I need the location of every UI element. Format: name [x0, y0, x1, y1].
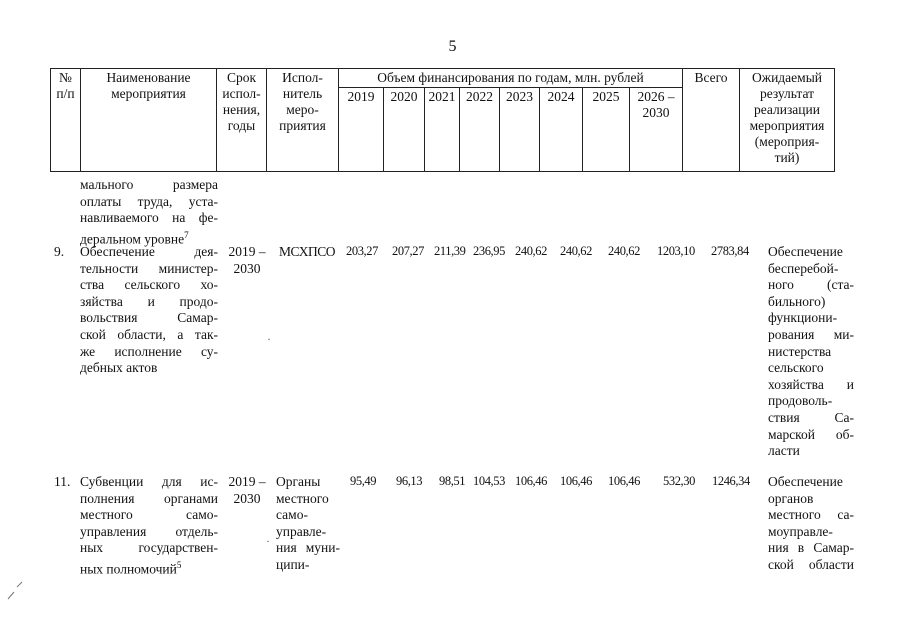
result-line: продоволь-: [768, 393, 833, 409]
header-num: № п/п: [51, 69, 81, 172]
scan-mark: [0, 575, 30, 605]
continuation-name: [80, 177, 218, 248]
name-line: мального размера: [80, 177, 218, 192]
value-2020: 207,27: [392, 244, 424, 258]
header-year: 2025: [583, 88, 630, 172]
result-line: бильного): [768, 293, 826, 309]
result-line: хозяйства и: [768, 376, 854, 392]
value-2021: 211,39: [434, 244, 466, 258]
executor-line: ципи-: [276, 556, 310, 572]
result-line: моуправле-: [768, 523, 833, 539]
header-executor: Испол- нитель меро- приятия: [267, 69, 339, 172]
row-executor: МСХПСО: [279, 244, 335, 259]
header-name: Наименование мероприятия: [81, 69, 217, 172]
executor-line: Органы: [276, 474, 321, 489]
result-line: нистерства: [768, 343, 832, 359]
executor-line: управле-: [276, 523, 327, 539]
name-line: ных государствен-: [80, 540, 218, 556]
header-total: Всего: [683, 69, 740, 172]
name-line: Обеспечение дея-: [80, 244, 218, 259]
row-name: [80, 244, 218, 377]
scan-speck: ·: [267, 332, 271, 346]
value-2019: 95,49: [350, 474, 377, 488]
result-line: ния в Самар-: [768, 540, 854, 556]
row-term: [224, 244, 270, 277]
name-line: местного само-: [80, 507, 218, 523]
term-line: 2030: [233, 260, 261, 276]
result-line: ской области: [768, 556, 854, 572]
name-line: Субвенции для ис-: [80, 474, 218, 489]
value-2025: 106,46: [608, 474, 640, 488]
header-year: 2023: [500, 88, 540, 172]
result-line: местного са-: [768, 507, 854, 523]
value-2023: 240,62: [515, 244, 547, 258]
value-2020: 96,13: [396, 474, 423, 488]
name-line: же исполнение су-: [80, 343, 218, 359]
result-line: Обеспечение: [768, 474, 843, 489]
row-number: 9.: [54, 244, 65, 259]
header-term: Срок испол- нения, годы: [217, 69, 267, 172]
value-2022: 236,95: [473, 244, 505, 258]
term-line: 2030: [233, 490, 261, 506]
header-year: 2024: [540, 88, 583, 172]
header-year: 2019: [339, 88, 384, 172]
footnote-mark: 7: [184, 229, 189, 240]
name-line: оплаты труда, уста-: [80, 193, 218, 209]
table-header: [50, 68, 835, 172]
value-2025: 240,62: [608, 244, 640, 258]
page-number: 5: [448, 38, 457, 55]
result-line: ствия Са-: [768, 409, 854, 425]
footnote-mark: 5: [176, 559, 182, 570]
value-2024: 106,46: [560, 474, 592, 488]
value-2023: 106,46: [515, 474, 547, 488]
term-line: 2019 –: [228, 474, 266, 489]
value-2024: 240,62: [560, 244, 592, 258]
result-line: органов: [768, 490, 814, 506]
scan-speck: ·: [266, 534, 270, 548]
header-financing: Объем финансирования по годам, млн. рублей: [339, 69, 683, 88]
value-total: 2783,84: [711, 244, 749, 258]
name-line: ства сельского хо-: [80, 277, 218, 293]
term-line: 2019 –: [228, 244, 266, 259]
value-2026-2030: 1203,10: [657, 244, 695, 258]
result-line: функциони-: [768, 310, 838, 326]
result-line: сельского: [768, 360, 824, 376]
name-line: деральном уровне$^7$: [80, 229, 189, 247]
header-result: Ожидаемый результат реализации мероприятия (мероприя- тий): [740, 69, 835, 172]
row-term: [224, 474, 270, 507]
name-line: управления отдель-: [80, 523, 218, 539]
name-line: полнения органами: [80, 490, 218, 506]
executor-line: ния муни-: [276, 540, 340, 556]
executor-line: самo-: [276, 507, 308, 523]
result-line: ласти: [768, 443, 800, 459]
value-total: 1246,34: [712, 474, 750, 488]
row-result: [768, 474, 854, 574]
name-line: зяйства и продо-: [80, 293, 218, 309]
value-2022: 104,53: [473, 474, 505, 488]
row-name: [80, 474, 218, 578]
name-line: тельности министер-: [80, 260, 218, 276]
result-line: Обеспечение: [768, 244, 843, 259]
header-year: 2026 – 2030: [630, 88, 683, 172]
name-line: навливаемого на фе-: [80, 210, 218, 226]
result-line: рования ми-: [768, 326, 854, 342]
result-line: ного (ста-: [768, 277, 854, 293]
executor-line: местного: [276, 490, 329, 506]
name-line: ных полномочий$^5$: [80, 559, 182, 577]
row-result: [768, 244, 854, 460]
result-line: марской об-: [768, 426, 854, 442]
row-executor: [276, 474, 340, 574]
header-year: 2022: [460, 88, 500, 172]
name-line: ской области, а так-: [80, 326, 218, 342]
value-2019: 203,27: [346, 244, 378, 258]
header-year: 2020: [384, 88, 425, 172]
name-line: дебных актов: [80, 360, 158, 376]
name-line: вольствия Самар-: [80, 310, 218, 326]
result-line: бесперебой-: [768, 260, 839, 276]
row-number: 11.: [54, 474, 71, 489]
value-2021: 98,51: [439, 474, 466, 488]
header-year: 2021: [425, 88, 460, 172]
value-2026-2030: 532,30: [663, 474, 695, 488]
